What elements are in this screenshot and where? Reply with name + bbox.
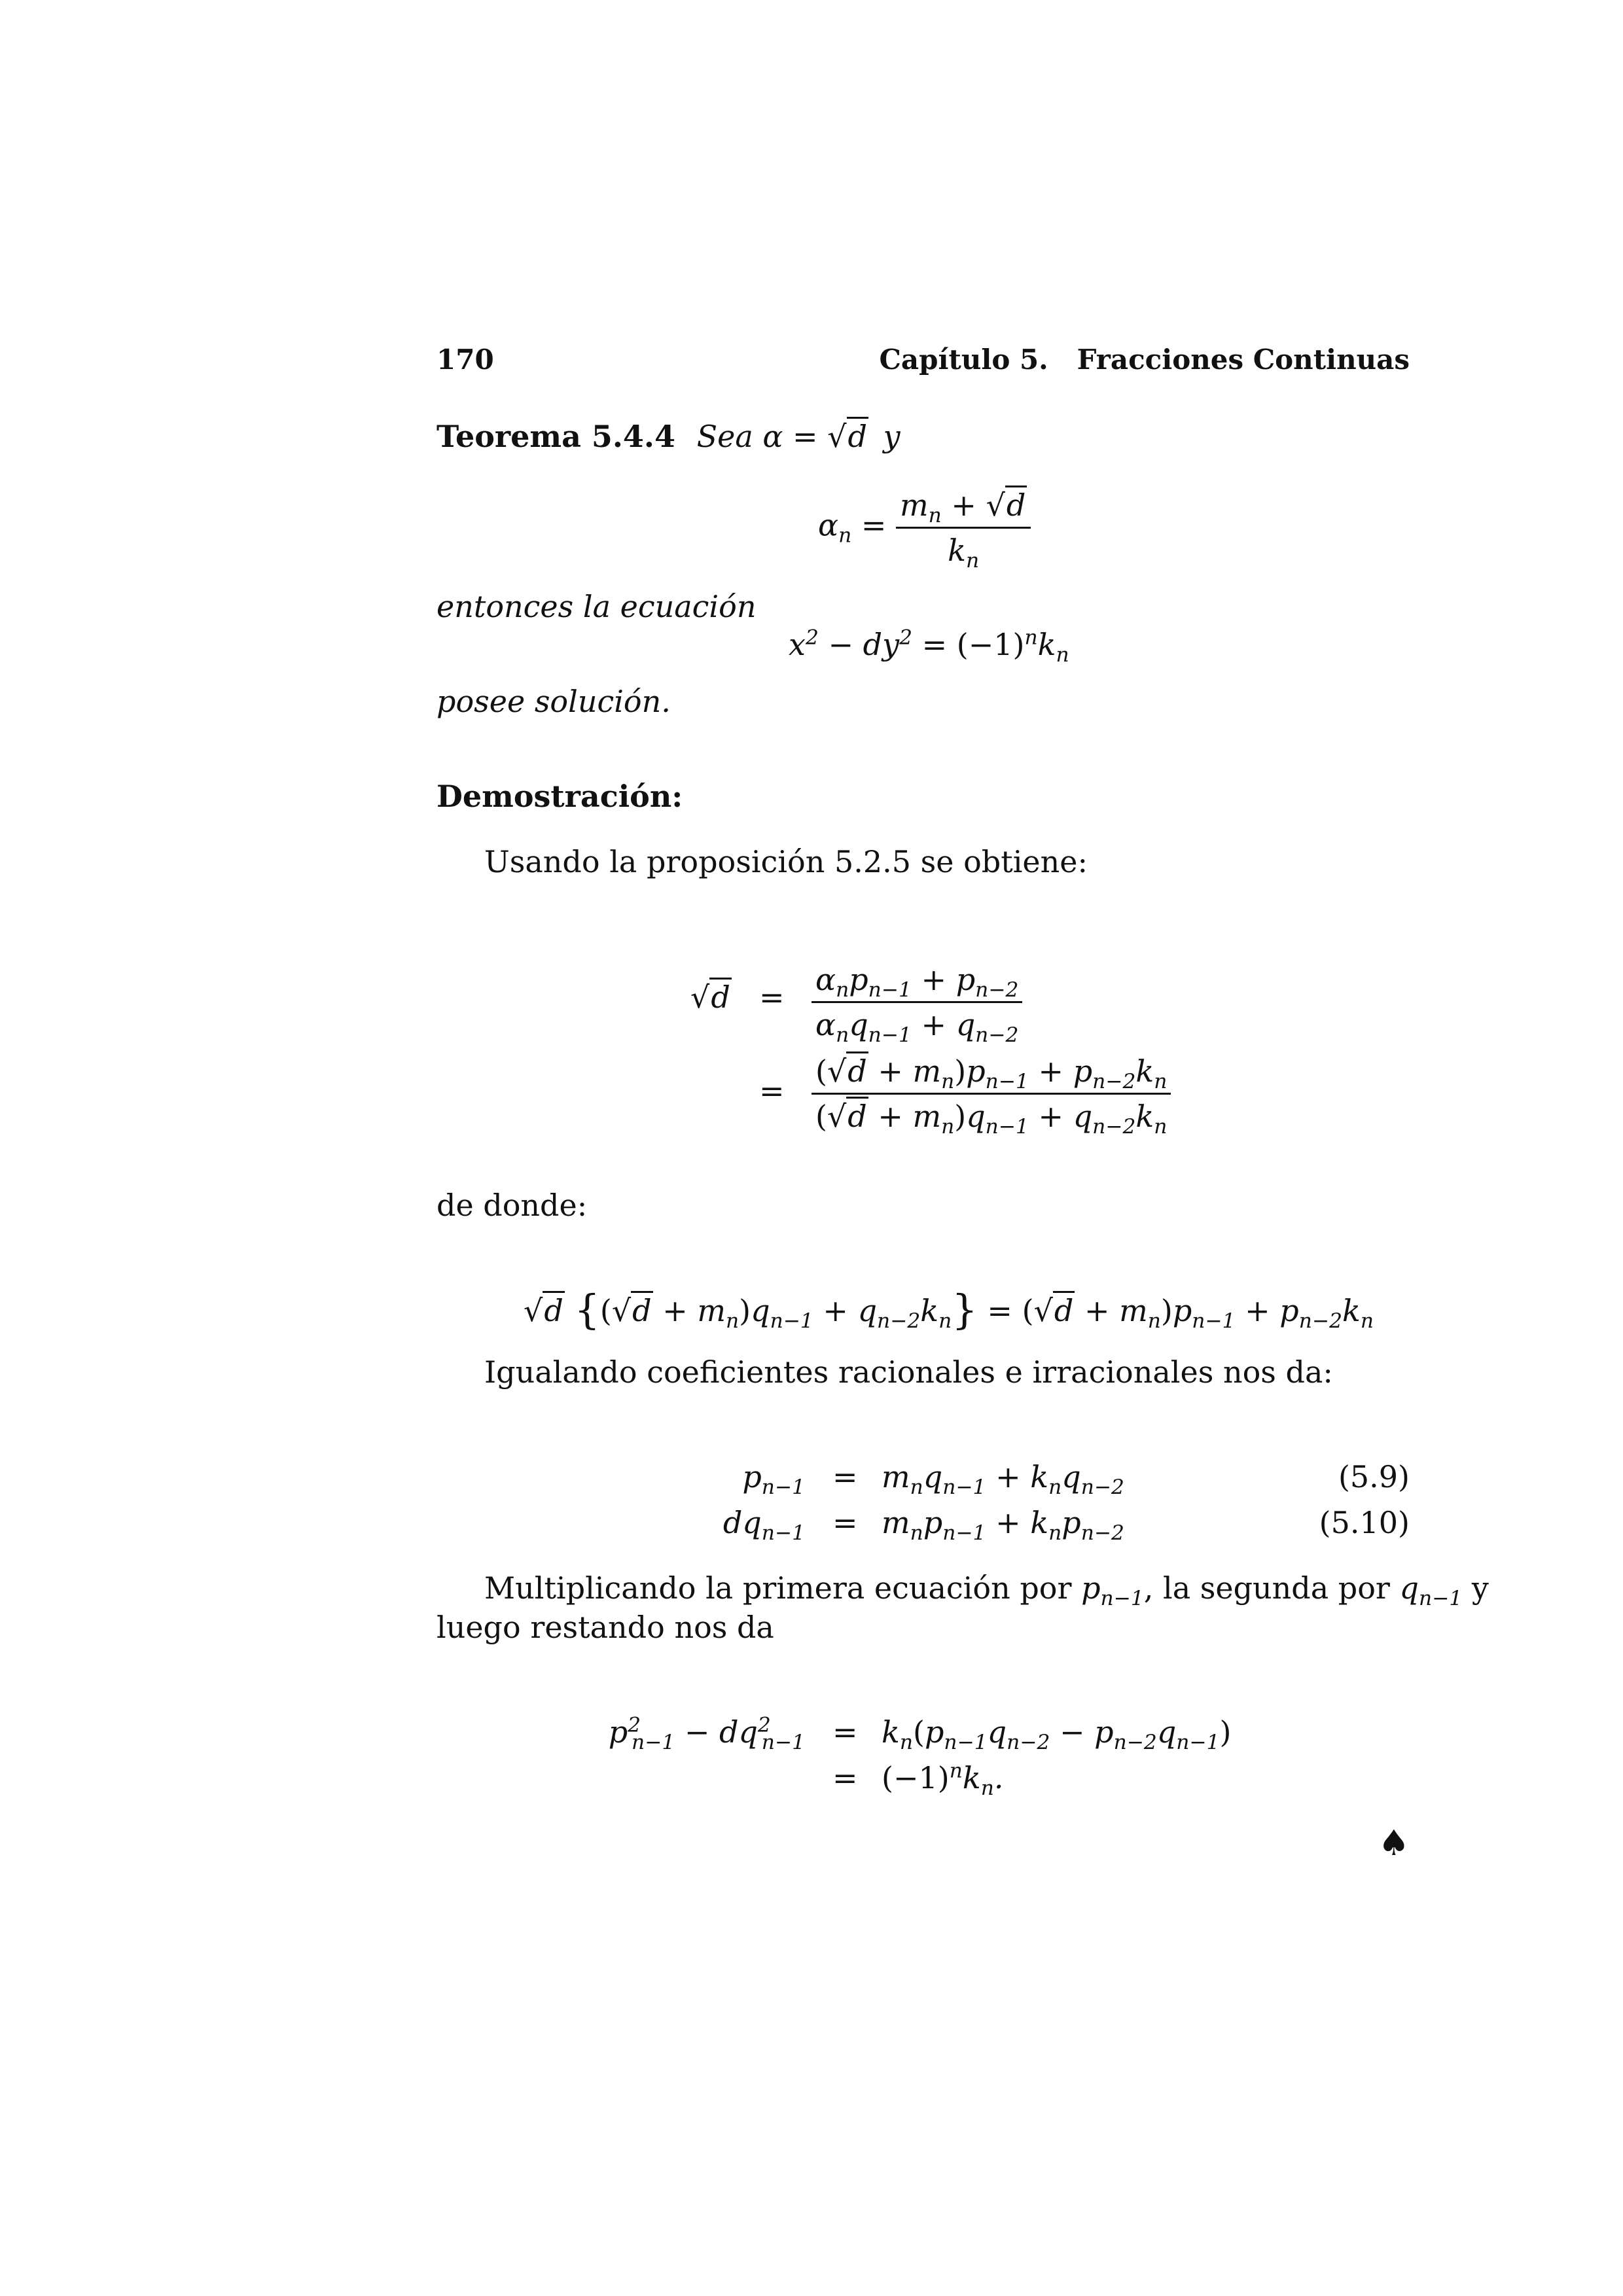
- fraction-alpha-p-q: $\frac{\alpha_np_{n-1} + p_{n-2}}{\alpha_nq_{n-1} + q_{n-2}}$: [812, 962, 1022, 1042]
- page-number: 170: [437, 344, 494, 376]
- p4-text-c: y: [1471, 1570, 1489, 1606]
- proof-paragraph-3: Igualando coeficientes racionales e irracionales nos da:: [484, 1354, 1333, 1390]
- alpha-definition: α = √d: [762, 419, 868, 454]
- eq-5-9-lhs: $p_{n-1}$: [742, 1459, 805, 1500]
- eq-tag-5-9: (5.9): [1338, 1459, 1410, 1494]
- braced-equation: √d $\{(√d + m_n)q_{n-1} + q_{n-2}k_n\} = (√d + m_n)p_{n-1} + p_{n-2}k_n$: [524, 1286, 1374, 1333]
- p4-text-b: , la segunda por: [1143, 1570, 1390, 1606]
- alpha-n-fraction: $\frac{m_n + √d}{k_n}$: [896, 487, 1031, 568]
- proof-paragraph-1: Usando la proposición 5.2.5 se obtiene:: [484, 844, 1088, 879]
- theorem-lead: Sea: [696, 419, 753, 454]
- theorem-statement: [437, 419, 901, 454]
- eq-5-9-rhs: $m_nq_{n-1} + k_nq_{n-2}$: [882, 1459, 1124, 1500]
- eq-5-10-equals: =: [832, 1505, 858, 1540]
- proof-paragraph-4-line-2: luego restando nos da: [437, 1610, 774, 1645]
- fraction-sqrt-p-q: $\frac{(√d + m_n)p_{n-1} + p_{n-2}k_n}{(√d + m_n)q_{n-1} + q_{n-2}k_n}$: [812, 1053, 1171, 1134]
- theorem-label: Teorema 5.4.4: [437, 419, 675, 454]
- eq-5-10-lhs: $dq_{n-1}$: [722, 1505, 805, 1545]
- theorem-conjunction: y: [883, 419, 901, 454]
- final-lhs: $p^2_{n-1} - dq^2_{n-1}$: [608, 1713, 805, 1755]
- equals-sign-1: =: [759, 980, 785, 1015]
- theorem-then-text: entonces la ecuación: [437, 589, 757, 624]
- theorem-end-text: posee solución.: [437, 684, 671, 719]
- final-rhs-1: $k_n(p_{n-1}q_{n-2} - p_{n-2}q_{n-1})$: [882, 1714, 1232, 1755]
- equals-sign-2: =: [759, 1073, 785, 1108]
- eq-5-9-equals: =: [832, 1459, 858, 1494]
- final-equals-2: =: [832, 1760, 858, 1795]
- proof-paragraph-4-line-1: Multiplicando la primera ecuación por $p_{n-1}$, la segunda por $q_{n-1}$ y: [484, 1570, 1489, 1611]
- proof-title: Demostración:: [437, 779, 683, 814]
- final-equals-1: =: [832, 1714, 858, 1750]
- proof-paragraph-2: de donde:: [437, 1188, 588, 1223]
- qed-symbol: ♠: [1378, 1822, 1410, 1863]
- eq-5-10-rhs: $m_np_{n-1} + k_np_{n-2}$: [882, 1505, 1124, 1545]
- eq-tag-5-10: (5.10): [1319, 1505, 1410, 1540]
- p4-text-a: Multiplicando la primera ecuación por: [484, 1570, 1072, 1606]
- final-rhs-2: $(-1)^nk_n$.: [882, 1759, 1004, 1801]
- pell-equation: $x^2 - dy^2 = (-1)^nk_n$: [789, 626, 1069, 667]
- alpha-n-equation: $\alpha_n$ = $\frac{m_n + √d}{k_n}$: [818, 487, 1031, 568]
- sqrt-d-lhs: √d: [690, 980, 732, 1015]
- running-title: Capítulo 5. Fracciones Continuas: [879, 344, 1410, 376]
